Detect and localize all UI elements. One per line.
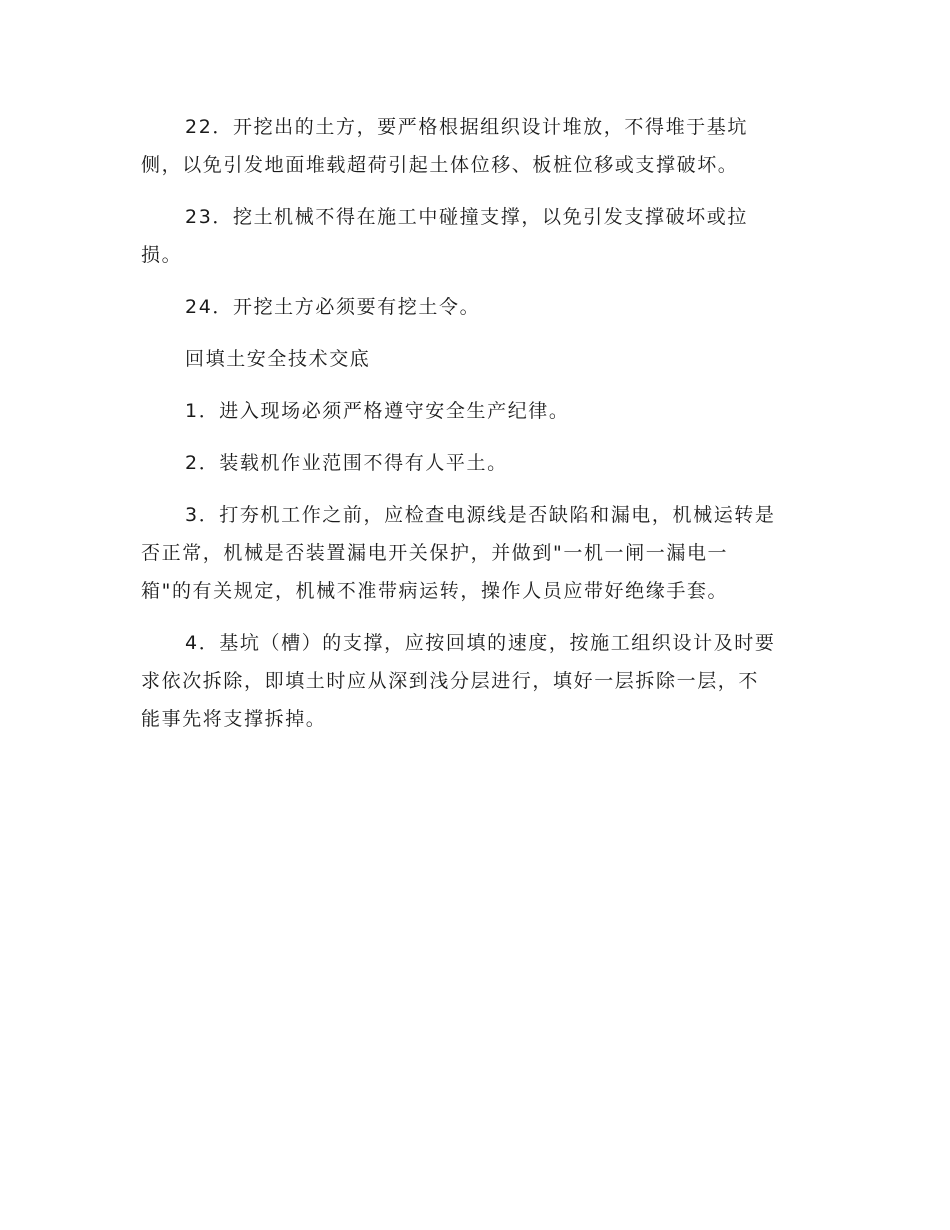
paragraph-line: 2．装载机作业范围不得有人平土。 (185, 452, 508, 474)
paragraph-24 (141, 288, 809, 326)
item-1 (141, 392, 809, 430)
paragraph-line: 3．打夯机工作之前，应检查电源线是否缺陷和漏电，机械运转是 (185, 504, 776, 526)
section-heading-text: 回填土安全技术交底 (185, 348, 371, 370)
paragraph-line: 23．挖土机械不得在施工中碰撞支撑，以免引发支撑破坏或拉 (185, 206, 748, 228)
item-4 (141, 624, 809, 738)
paragraph-line: 4．基坑（槽）的支撑，应按回填的速度，按施工组织设计及时要 (185, 632, 776, 654)
paragraph-line: 侧，以免引发地面堆载超荷引起土体位移、板桩位移或支撑破坏。 (141, 154, 739, 176)
item-2 (141, 444, 809, 482)
document-body (141, 108, 809, 752)
paragraph-line: 求依次拆除，即填土时应从深到浅分层进行，填好一层拆除一层，不 (141, 670, 760, 692)
section-heading (141, 340, 809, 378)
paragraph-23 (141, 198, 809, 274)
paragraph-line: 箱"的有关规定，机械不准带病运转，操作人员应带好绝缘手套。 (141, 580, 729, 602)
paragraph-line: 否正常，机械是否装置漏电开关保护，并做到"一机一闸一漏电一 (141, 542, 729, 564)
paragraph-line: 能事先将支撑拆掉。 (141, 708, 327, 730)
paragraph-line: 24．开挖土方必须要有挖土令。 (185, 296, 481, 318)
item-3 (141, 496, 809, 610)
paragraph-line: 22．开挖出的土方，要严格根据组织设计堆放，不得堆于基坑 (185, 116, 748, 138)
paragraph-line: 损。 (141, 244, 183, 266)
paragraph-22 (141, 108, 809, 184)
paragraph-line: 1．进入现场必须严格遵守安全生产纪律。 (185, 400, 570, 422)
